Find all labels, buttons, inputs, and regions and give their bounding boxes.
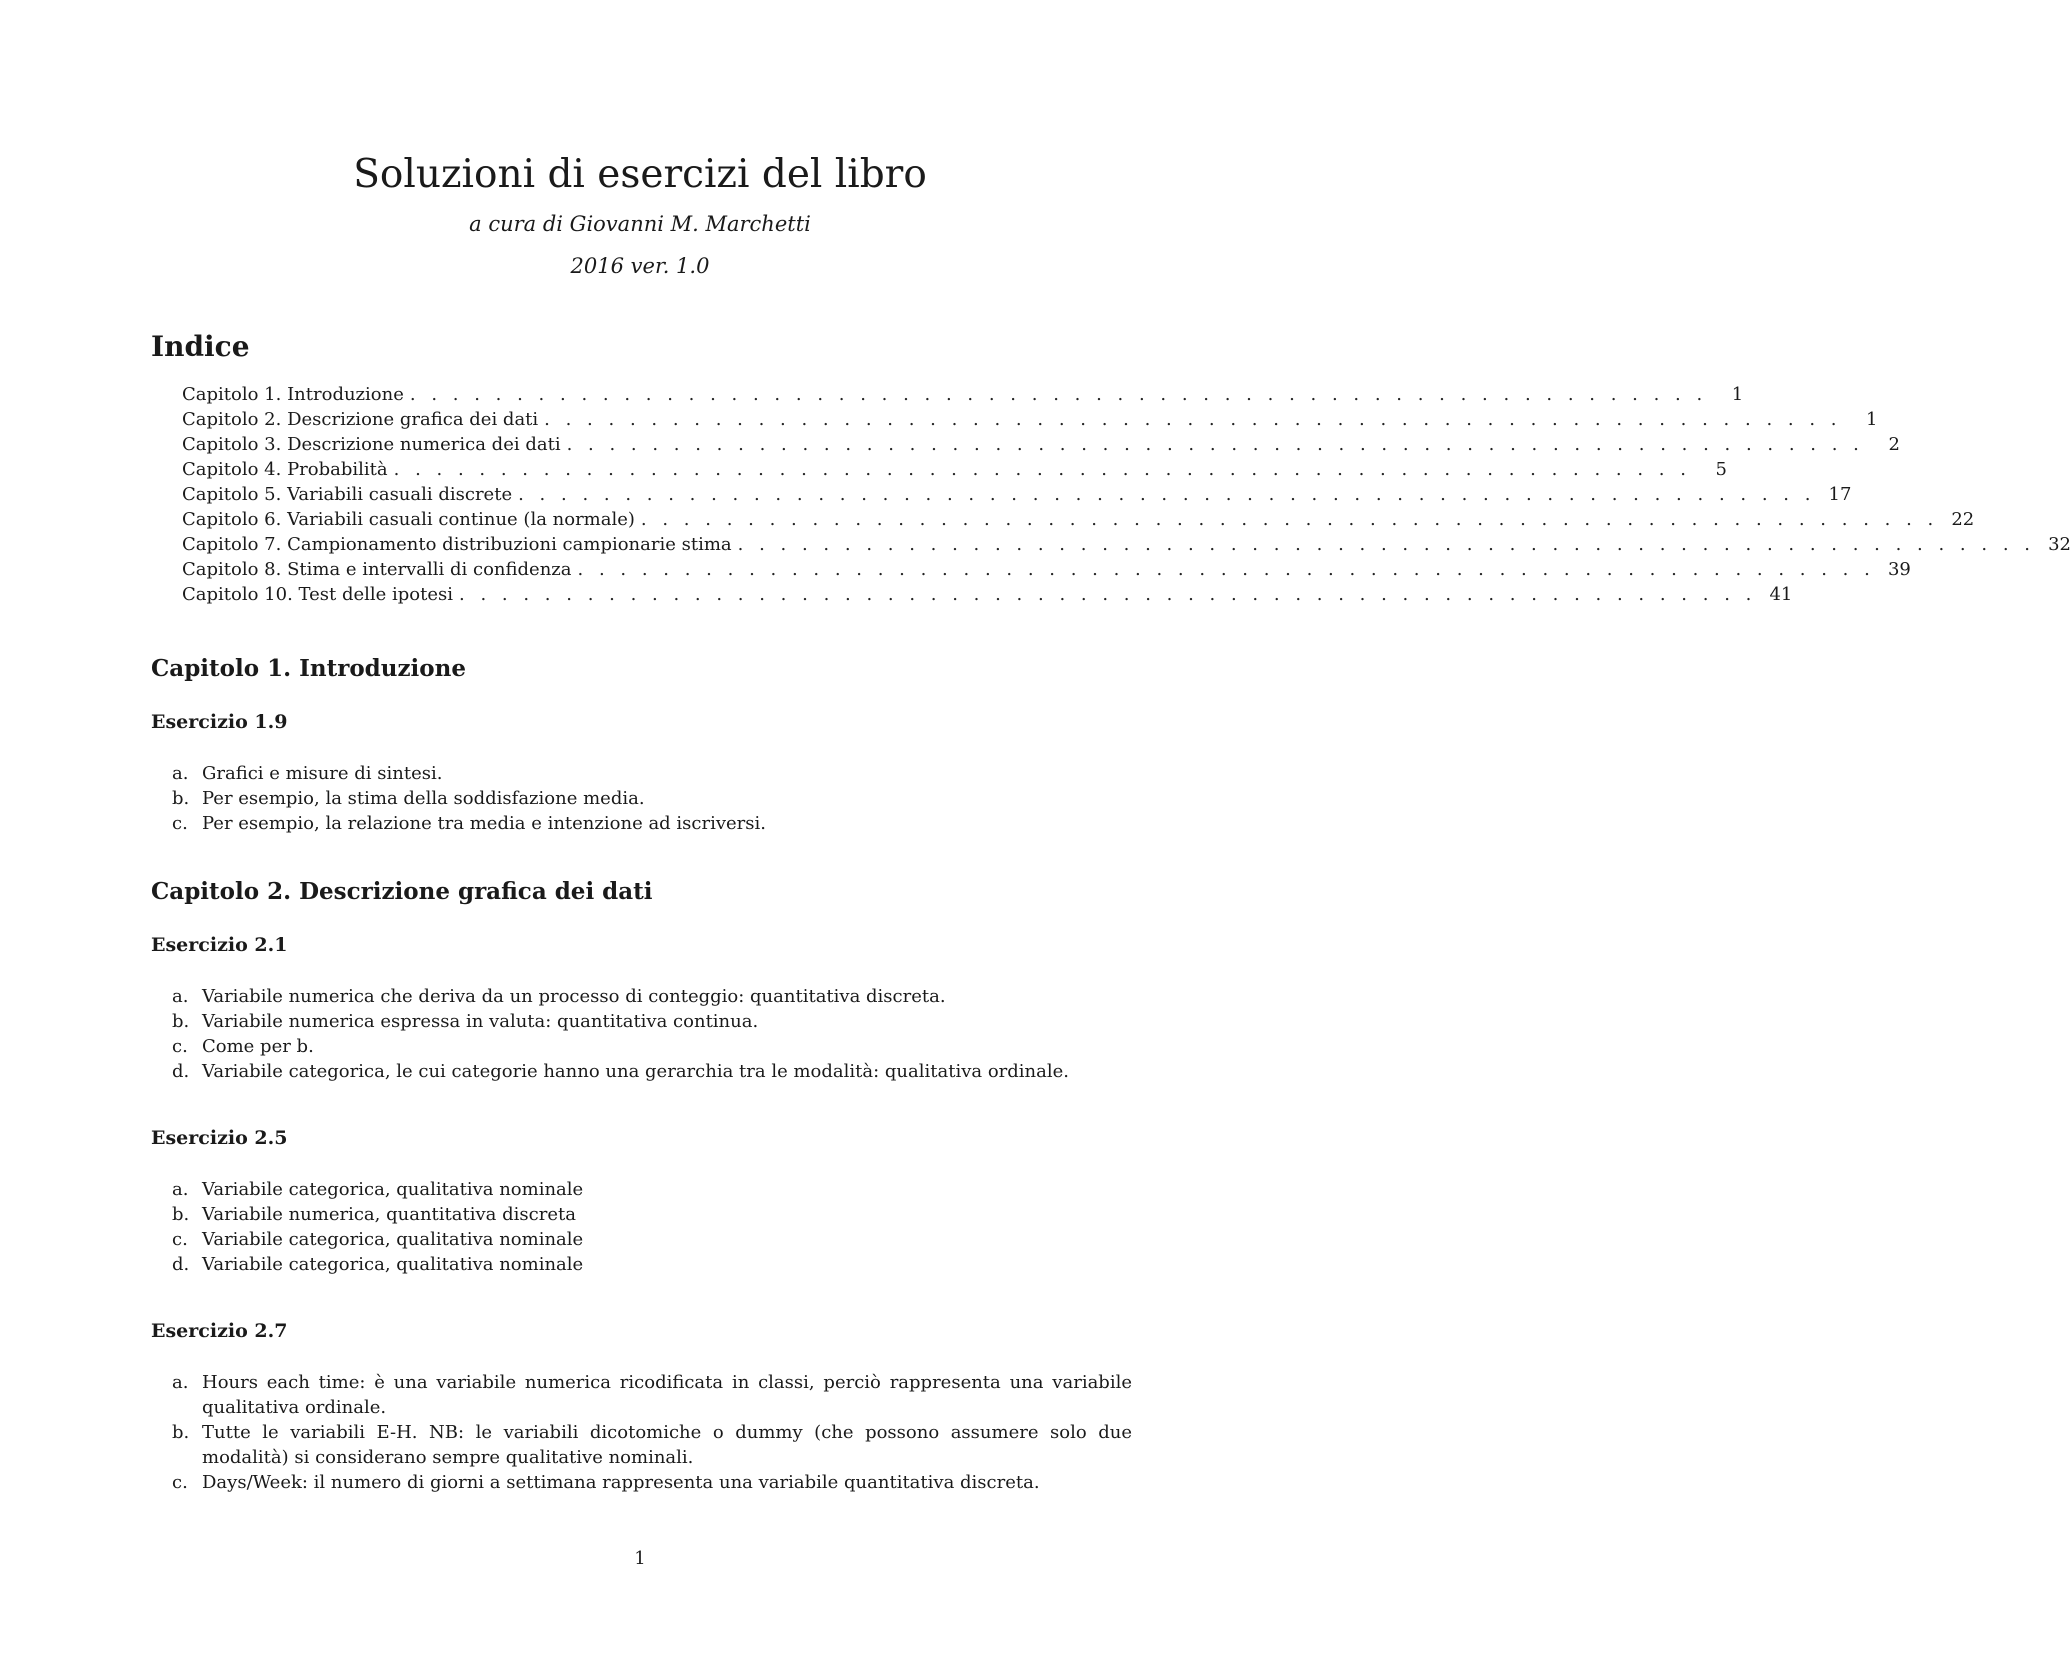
answer-text: Variabile numerica, quantitativa discreta <box>202 1204 576 1225</box>
toc-leader-dots: . . . . . . . . . . . . . . . . . . . . . . . . . . . . . . . . . . . . . . . . . . . . . . . . . . . . . . . . . . . . . <box>640 509 1939 530</box>
list-item <box>172 1009 1132 1034</box>
list-item <box>172 811 1132 836</box>
list-item <box>172 1420 1132 1470</box>
list-item <box>172 1059 1132 1084</box>
exercise-heading: Esercizio 2.7 <box>151 1320 288 1342</box>
list-item <box>172 1252 1132 1277</box>
answer-letter: b. <box>172 788 190 809</box>
page-number: 1 <box>634 1548 646 1569</box>
toc-entry-label: Capitolo 5. Variabili casuali discrete <box>182 484 513 505</box>
answer-letter: d. <box>172 1061 190 1082</box>
answer-text: Variabile categorica, qualitativa nominale <box>202 1229 584 1250</box>
toc-entry[interactable] <box>182 384 1744 409</box>
toc-entry-page: 1 <box>1866 409 1878 430</box>
answer-letter: c. <box>172 1229 188 1250</box>
answer-list <box>172 761 1132 836</box>
answer-letter: b. <box>172 1011 190 1032</box>
answer-text: Variabile numerica espressa in valuta: quantitativa continua. <box>202 1011 759 1032</box>
toc-entry-page: 1 <box>1731 384 1744 405</box>
answer-text: Per esempio, la relazione tra media e intenzione ad iscriversi. <box>202 813 766 834</box>
toc-entry-label: Capitolo 1. Introduzione <box>182 384 404 405</box>
toc-leader-dots: . . . . . . . . . . . . . . . . . . . . . . . . . . . . . . . . . . . . . . . . . . . . . . . . . . . . . . . . . . . . . <box>737 534 2035 555</box>
toc-entry-page: 41 <box>1769 584 1793 605</box>
answer-letter: b. <box>172 1422 190 1443</box>
answer-text: Hours each time: è una variabile numerica ricodificata in classi, perciò rappresenta una variabile qualitativa ordinale. <box>202 1372 1132 1418</box>
chapter-heading: Capitolo 1. Introduzione <box>151 655 466 682</box>
list-item <box>172 1202 1132 1227</box>
table-of-contents <box>182 384 2071 609</box>
toc-entry[interactable] <box>182 559 1911 584</box>
toc-entry[interactable] <box>182 434 1900 459</box>
toc-entry-page: 17 <box>1828 484 1852 505</box>
toc-entry-page: 32 <box>2048 534 2071 555</box>
toc-entry-label: Capitolo 4. Probabilità <box>182 459 388 480</box>
list-item <box>172 761 1132 786</box>
exercise-heading: Esercizio 1.9 <box>151 711 288 733</box>
toc-leader-dots: . . . . . . . . . . . . . . . . . . . . . . . . . . . . . . . . . . . . . . . . . . . . . . . . . . . . . . . . . . . . . <box>566 434 1864 455</box>
toc-entry-label: Capitolo 8. Stima e intervalli di confidenza <box>182 559 572 580</box>
answer-text: Tutte le variabili E-H. NB: le variabili dicotomiche o dummy (che possono assumere solo due modalità) si considerano sempre qualitative nominali. <box>202 1422 1132 1468</box>
answer-letter: d. <box>172 1254 190 1275</box>
answer-letter: c. <box>172 1472 188 1493</box>
list-item <box>172 984 1132 1009</box>
toc-leader-dots: . . . . . . . . . . . . . . . . . . . . . . . . . . . . . . . . . . . . . . . . . . . . . . . . . . . . . . . . . . . . . <box>544 409 1842 430</box>
toc-entry-page: 2 <box>1888 434 1900 455</box>
toc-entry-label: Capitolo 6. Variabili casuali continue (la normale) <box>182 509 635 530</box>
toc-leader-dots: . . . . . . . . . . . . . . . . . . . . . . . . . . . . . . . . . . . . . . . . . . . . . . . . . . . . . . . . . . . . . <box>409 384 1708 405</box>
toc-leader-dots: . . . . . . . . . . . . . . . . . . . . . . . . . . . . . . . . . . . . . . . . . . . . . . . . . . . . . . . . . . . . . <box>459 584 1757 605</box>
answer-letter: a. <box>172 1179 189 1200</box>
toc-leader-dots: . . . . . . . . . . . . . . . . . . . . . . . . . . . . . . . . . . . . . . . . . . . . . . . . . . . . . . . . . . . . . <box>393 459 1691 480</box>
toc-entry-label: Capitolo 2. Descrizione grafica dei dati <box>182 409 539 430</box>
toc-entry-label: Capitolo 3. Descrizione numerica dei dati <box>182 434 561 455</box>
list-item <box>172 1177 1132 1202</box>
answer-text: Come per b. <box>202 1036 314 1057</box>
chapter-heading: Capitolo 2. Descrizione grafica dei dati <box>151 878 653 905</box>
toc-entry[interactable] <box>182 584 1793 609</box>
toc-entry-label: Capitolo 10. Test delle ipotesi <box>182 584 454 605</box>
answer-text: Per esempio, la stima della soddisfazione media. <box>202 788 645 809</box>
answer-text: Grafici e misure di sintesi. <box>202 763 443 784</box>
toc-leader-dots: . . . . . . . . . . . . . . . . . . . . . . . . . . . . . . . . . . . . . . . . . . . . . . . . . . . . . . . . . . . . . <box>577 559 1875 580</box>
answer-letter: c. <box>172 1036 188 1057</box>
exercise-heading: Esercizio 2.5 <box>151 1127 288 1149</box>
answer-letter: a. <box>172 986 189 1007</box>
answer-text: Variabile categorica, qualitativa nominale <box>202 1254 584 1275</box>
toc-entry[interactable] <box>182 484 1852 509</box>
toc-entry-page: 5 <box>1715 459 1727 480</box>
list-item <box>172 1227 1132 1252</box>
toc-heading: Indice <box>151 330 250 363</box>
answer-text: Variabile categorica, le cui categorie hanno una gerarchia tra le modalità: qualitativa ordinale. <box>202 1061 1069 1082</box>
toc-entry[interactable] <box>182 459 1727 484</box>
toc-entry[interactable] <box>182 409 1878 434</box>
answer-list <box>172 1177 1132 1277</box>
list-item <box>172 1034 1132 1059</box>
toc-entry-page: 39 <box>1887 559 1911 580</box>
answer-letter: a. <box>172 763 189 784</box>
answer-text: Variabile numerica che deriva da un processo di conteggio: quantitativa discreta. <box>202 986 946 1007</box>
answer-letter: b. <box>172 1204 190 1225</box>
toc-entry[interactable] <box>182 509 1975 534</box>
answer-letter: c. <box>172 813 188 834</box>
list-item <box>172 1370 1132 1420</box>
list-item <box>172 1470 1132 1495</box>
document-title: Soluzioni di esercizi del libro <box>353 152 927 197</box>
toc-entry-label: Capitolo 7. Campionamento distribuzioni campionarie stima <box>182 534 732 555</box>
toc-entry-page: 22 <box>1951 509 1975 530</box>
list-item <box>172 786 1132 811</box>
document-version: 2016 ver. 1.0 <box>570 254 710 278</box>
answer-letter: a. <box>172 1372 189 1393</box>
answer-list <box>172 1370 1132 1495</box>
exercise-heading: Esercizio 2.1 <box>151 934 288 956</box>
document-author: a cura di Giovanni M. Marchetti <box>469 212 811 236</box>
answer-text: Variabile categorica, qualitativa nominale <box>202 1179 584 1200</box>
toc-entry[interactable] <box>182 534 2071 559</box>
answer-text: Days/Week: il numero di giorni a settimana rappresenta una variabile quantitativa discreta. <box>202 1472 1040 1493</box>
answer-list <box>172 984 1132 1084</box>
toc-leader-dots: . . . . . . . . . . . . . . . . . . . . . . . . . . . . . . . . . . . . . . . . . . . . . . . . . . . . . . . . . . . . . <box>518 484 1816 505</box>
